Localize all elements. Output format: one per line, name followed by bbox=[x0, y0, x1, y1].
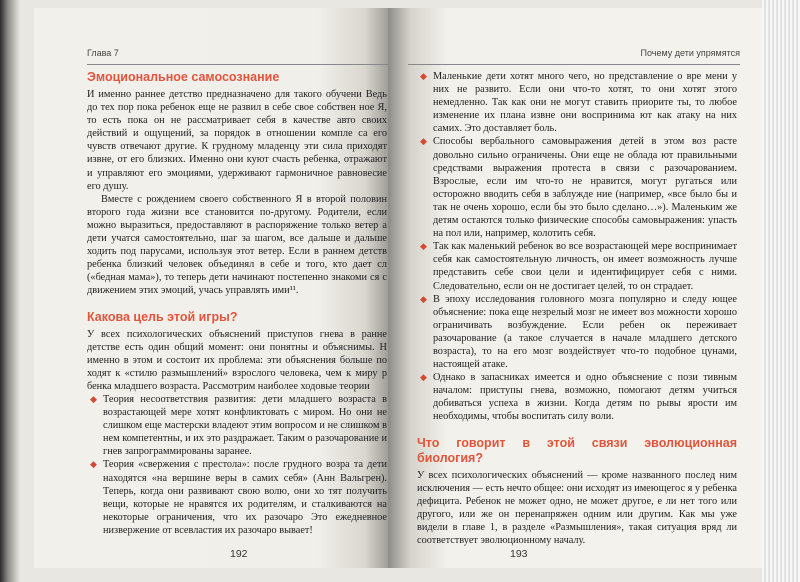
bullet-icon: ◆ bbox=[420, 71, 427, 81]
list-item bbox=[87, 458, 387, 537]
paragraph: И именно раннее детство предназначено для такого обучени Ведь до тех пор пока ребенок еще не развил в себе свое собствен ное Я, то есть пока он не рассматривает себя в качестве авто своих действий и ощущений, за порядок в отношении компле са его чувств отвечают другие. К грудному младенцу эти сила приходят извне, от его близких. Именно они куют счасть ребенка, отражают и управляют его эмоциями, удерживают гармоничное равновесие его душу. bbox=[87, 89, 387, 192]
list-item-text: Однако в запасниках имеется и одно объяснение с пози тивным началом: приступы гнева, возможно, помогают детям учиться добиваться успеха в жизни. Когда детям по рывы ярости им необходимы, чтобы воспитать силу воли. bbox=[433, 372, 737, 423]
section-heading: Какова цель этой игры? bbox=[87, 309, 238, 324]
section-heading: Что говорит в этой связи эволюционная биология? bbox=[417, 435, 737, 465]
list-item bbox=[417, 135, 737, 240]
bullet-list bbox=[87, 393, 387, 537]
list-item bbox=[417, 293, 737, 372]
list-item-text: Теория «свержения с престола»: после грудного возра та дети находятся «на вершине веры в самих себя» (Анн Вальгрен). Теперь, когда они развивают свою волю, они хо тят получить вещи, которые не нравятся их родителям, и сталкиваются на некоторые ограничения, что их разочаро Это ежедневное низвержение от всевластия их разочаро вывает! bbox=[103, 459, 387, 536]
bullet-icon: ◆ bbox=[90, 459, 97, 470]
list-item bbox=[417, 70, 737, 135]
bullet-icon: ◆ bbox=[420, 241, 427, 252]
list-item bbox=[417, 371, 737, 423]
header-rule-right bbox=[408, 64, 740, 65]
page-number-left: 192 bbox=[230, 548, 248, 560]
right-page bbox=[388, 8, 762, 568]
bullet-icon: ◆ bbox=[420, 136, 427, 147]
bullet-list bbox=[417, 70, 737, 424]
list-item-text: Маленькие дети хотят много чего, но представление о вре мени у них не развито. Если они что-то хотят, то они хотят этого немедленно. Так как они не могут ставить приорите ты, то любое изменение их плана извне они воспринима ют как атаку на них самих. Это доставляет боль. bbox=[433, 71, 737, 135]
page-edges bbox=[762, 0, 800, 582]
running-head-right: Почему дети упрямятся bbox=[640, 48, 740, 58]
bullet-icon: ◆ bbox=[420, 293, 427, 304]
list-item bbox=[417, 240, 737, 292]
list-item-text: Способы вербального самовыражения детей в этом воз расте довольно сильно ограничены. Они еще не облада ют правильными средствами выражения протеста в связи с разочарованием. Взрослые, если им что-то не нравится, могут ругаться или осторожно вводить себя в заблужде ние (например, «все было бы и так не очень хорошо, если бы это было сделано…»). Маленьким же детям остаются только физические способы самовыражения: упасть на пол или, например, колотить себя. bbox=[433, 136, 737, 240]
right-text-column bbox=[417, 70, 737, 547]
list-item-text: В эпоху исследования головного мозга популярно и следу ющее объяснение: пока еще незрелый мозг не имеет воз можности хорошо ограничивать возбуждение. Если ребен ок переживает разочарование (а такое случается в начале младшего детского возраста), то на его мозг воздействует что-то подобное цунами, настоящей атаке. bbox=[433, 293, 737, 371]
paragraph: У всех психологических объяснений — кроме названного послед ним исключения — есть нечто общее: они исходят из имеющегос я у ребенка дефицита. Ребенок не может одно, не может другое, е ли нет того или другого, или же он перенапряжен одним или другим. Как мы уже видели в главе 1, в разделе «Размышления», такая ситуация вряд ли соответствует эволюционному началу. bbox=[417, 469, 737, 546]
section-heading: Эмоциональное самосознание bbox=[87, 70, 280, 84]
list-item-text: Так как маленький ребенок во все возрастающей мере воспринимает себя как самостоятельную личность, он имеет возможность лучше представить себе свои цели и идентифицирует себя с ними. Следовательно, если он не достигает целей, то он страдает. bbox=[433, 241, 737, 292]
left-page bbox=[34, 8, 390, 568]
list-item bbox=[87, 393, 387, 458]
paragraph: У всех психологических объяснений приступов гнева в ранне детстве есть один общий момент: они понятны и объяснимы. Н именно в этом и состоит их проблема: эти объяснения больше по ходят к «стилю размышлений» взрослого человека, чем к миру р бенка младшего возраста. Рассмотрим наиболее ходовые теории bbox=[87, 328, 387, 392]
bullet-icon: ◆ bbox=[420, 372, 427, 383]
header-rule-left bbox=[87, 64, 390, 65]
left-text-column bbox=[87, 70, 387, 537]
page-number-right: 193 bbox=[510, 548, 528, 560]
bullet-icon: ◆ bbox=[90, 393, 97, 404]
list-item-text: Теория несоответствия развития: дети младшего возраста в возрастающей мере хотят конфликтовать с миром. Но они не слишком еще мастерски владеют этим вопросом и не слишком в нем компетентны, и их это раздражает. Таким о разочарование и гнев запрограммированы заранее. bbox=[103, 393, 387, 458]
running-head-left: Глава 7 bbox=[87, 48, 119, 58]
paragraph: Вместе с рождением своего собственного Я в второй половин второго года жизни все становится по-другому. Родители, если можно выразиться, предоставляют в распоряжение только ветер а дети учатся самостоятельно, шаг за шагом, все дальше и дальше ходить под парусами, используя этот ветер. Если в раннем детств ребенка близкий человек объединял в себе и того, кто дает сл («бедная мама»), то теперь дети начинают постепенно знакоми ся с движением этих эмоций, учась управлять ими¹¹. bbox=[87, 193, 387, 297]
